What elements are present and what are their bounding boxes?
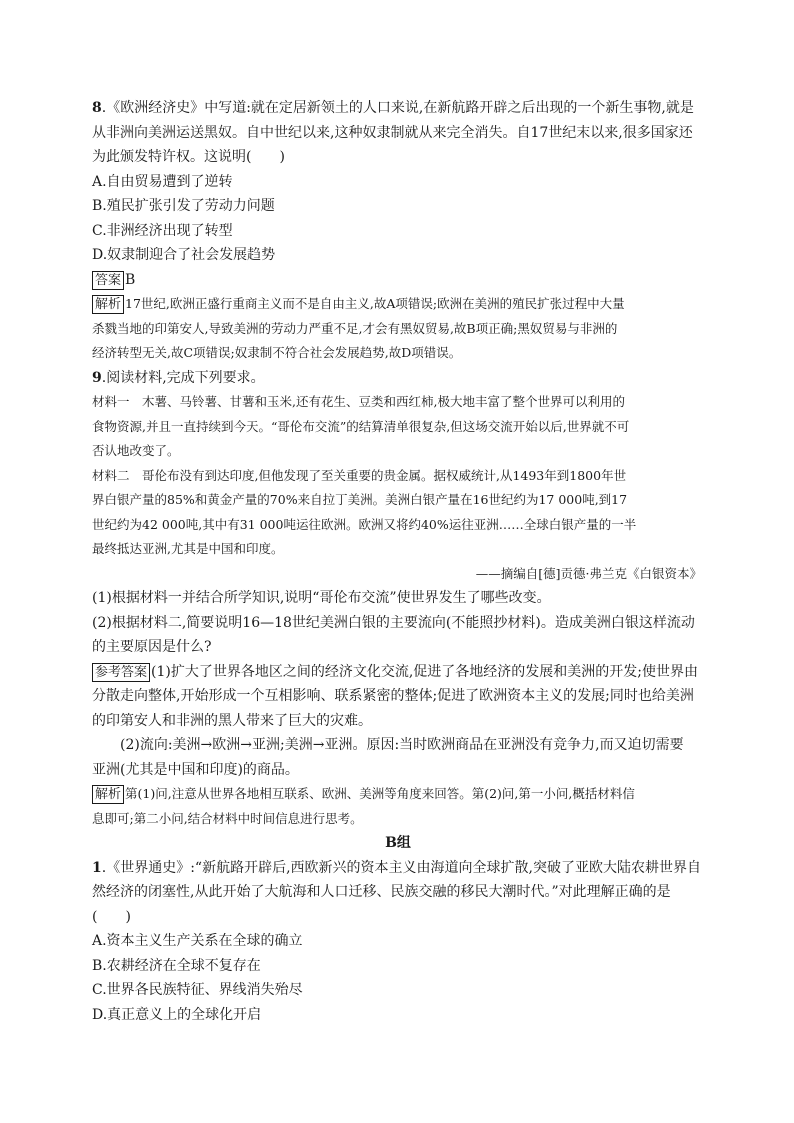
question-number: 1 <box>92 859 102 876</box>
reference-answer-line: 分散走向整体,开始形成一个互相影响、联系紧密的整体;促进了欧洲资本主义的发展;同时也给美洲 <box>92 688 694 704</box>
analysis-line: 杀戮当地的印第安人,导致美洲的劳动力严重不足,才会有黑奴贸易,故B项正确;黑奴贸易与非洲的 <box>92 320 618 336</box>
section-heading-group-b: B组 <box>385 835 411 851</box>
reference-answer-tag: 参考答案 <box>92 663 150 682</box>
option-c: C.非洲经济出现了转型 <box>92 222 233 239</box>
material-1-line: 否认地改变了。 <box>92 443 180 458</box>
reference-answer-line: 亚洲(尤其是中国和印度)的商品。 <box>92 761 299 778</box>
requirement-2-line: (2)根据材料二,简要说明16—18世纪美洲白银的主要流向(不能照抄材料)。造成美洲白银这样流动 <box>92 614 695 631</box>
option-c: C.世界各民族特征、界线消失殆尽 <box>92 982 303 998</box>
requirement-1: (1)根据材料一并结合所学知识,说明“哥伦布交流”使世界发生了哪些改变。 <box>92 590 551 606</box>
material-1-line: 食物资源,并且一直持续到今天。“哥伦布交流”的结算清单很复杂,但这场交流开始以后,世界就不可 <box>92 418 630 434</box>
question-stem-line: 然经济的闭塞性,从此开始了大航海和人口迁移、民族交融的移民大潮时代。”对此理解正确的是 <box>92 884 671 900</box>
answer-value: B <box>125 271 136 288</box>
reference-answer-line: 的印第安人和非洲的黑人带来了巨大的灾难。 <box>92 712 372 729</box>
material-1-line: 材料一 木薯、马铃薯、甘薯和玉米,还有花生、豆类和西红柿,极大地丰富了整个世界可以利用的 <box>92 394 625 409</box>
answer-tag: 答案 <box>92 271 124 290</box>
question-b1 <box>92 856 704 1028</box>
material-2-line: 界白银产量的85%和黄金产量的70%来自拉丁美洲。美洲白银产量在16世纪约为17 000吨,到17 <box>92 492 628 507</box>
option-d: D.真正意义上的全球化开启 <box>92 1006 262 1023</box>
option-b: B.农耕经济在全球不复存在 <box>92 957 261 974</box>
reference-answer-line: 参考答案 (1)扩大了世界各地区之间的经济文化交流,促进了各地经济的发展和美洲的开发;使世界由 <box>92 660 704 685</box>
question-8 <box>92 96 704 366</box>
option-b: B.殖民扩张引发了劳动力问题 <box>92 198 275 214</box>
question-number: 9 <box>92 369 102 386</box>
question-stem-line: ( ) <box>92 908 131 925</box>
analysis-line: 解析 17世纪,欧洲正盛行重商主义而不是自由主义,故A项错误;欧洲在美洲的殖民扩张过程中大量 <box>92 292 704 317</box>
option-a: A.资本主义生产关系在全球的确立 <box>92 933 303 949</box>
material-2-line: 材料二 哥伦布没有到达印度,但他发现了至关重要的贵金属。据权威统计,从1493年到1800年世 <box>92 467 627 483</box>
analysis-line: 经济转型无关,故C项错误;奴隶制不符合社会发展趋势,故D项错误。 <box>92 345 462 360</box>
option-a: A.自由贸易遭到了逆转 <box>92 173 233 190</box>
reference-answer-line: (2)流向:美洲→欧洲→亚洲;美洲→亚洲。原因:当时欧洲商品在亚洲没有竞争力,而又迫切需要 <box>120 737 684 753</box>
option-d: D.奴隶制迎合了社会发展趋势 <box>92 247 276 263</box>
analysis-tag: 解析 <box>92 785 124 804</box>
question-number: 8 <box>92 100 102 116</box>
answer-line <box>92 268 704 293</box>
question-stem-line: 8.《欧洲经济史》中写道:就在定居新领土的人口来说,在新航路开辟之后出现的一个新生事物,就是 <box>92 100 694 116</box>
question-stem-line: 为此颁发特许权。这说明( ) <box>92 149 285 165</box>
question-9 <box>92 366 704 832</box>
question-stem-line: 9.阅读材料,完成下列要求。 <box>92 369 265 386</box>
analysis-line: 解析 第(1)问,注意从世界各地相互联系、欧洲、美洲等角度来回答。第(2)问,第一小问,概括材料信 <box>92 782 704 807</box>
question-stem-line: 从非洲向美洲运送黑奴。自中世纪以来,这种奴隶制就从来完全消失。自17世纪末以来,很多国家还 <box>92 124 693 141</box>
material-source: ——摘编自[德]贡德·弗兰克《白银资本》 <box>475 565 702 581</box>
analysis-tag: 解析 <box>92 295 124 314</box>
analysis-line: 息即可;第二小问,结合材料中时间信息进行思考。 <box>92 810 363 826</box>
material-2-line: 世纪约为42 000吨,其中有31 000吨运往欧洲。欧洲又将约40%运往亚洲……全球白银产量的一半 <box>92 516 637 532</box>
document-page <box>92 96 704 1027</box>
question-stem-line: 1.《世界通史》:“新航路开辟后,西欧新兴的资本主义由海道向全球扩散,突破了亚欧大陆农耕世界自 <box>92 859 701 876</box>
requirement-2-line: 的主要原因是什么? <box>92 639 212 655</box>
material-2-line: 最终抵达亚洲,尤其是中国和印度。 <box>92 541 284 556</box>
